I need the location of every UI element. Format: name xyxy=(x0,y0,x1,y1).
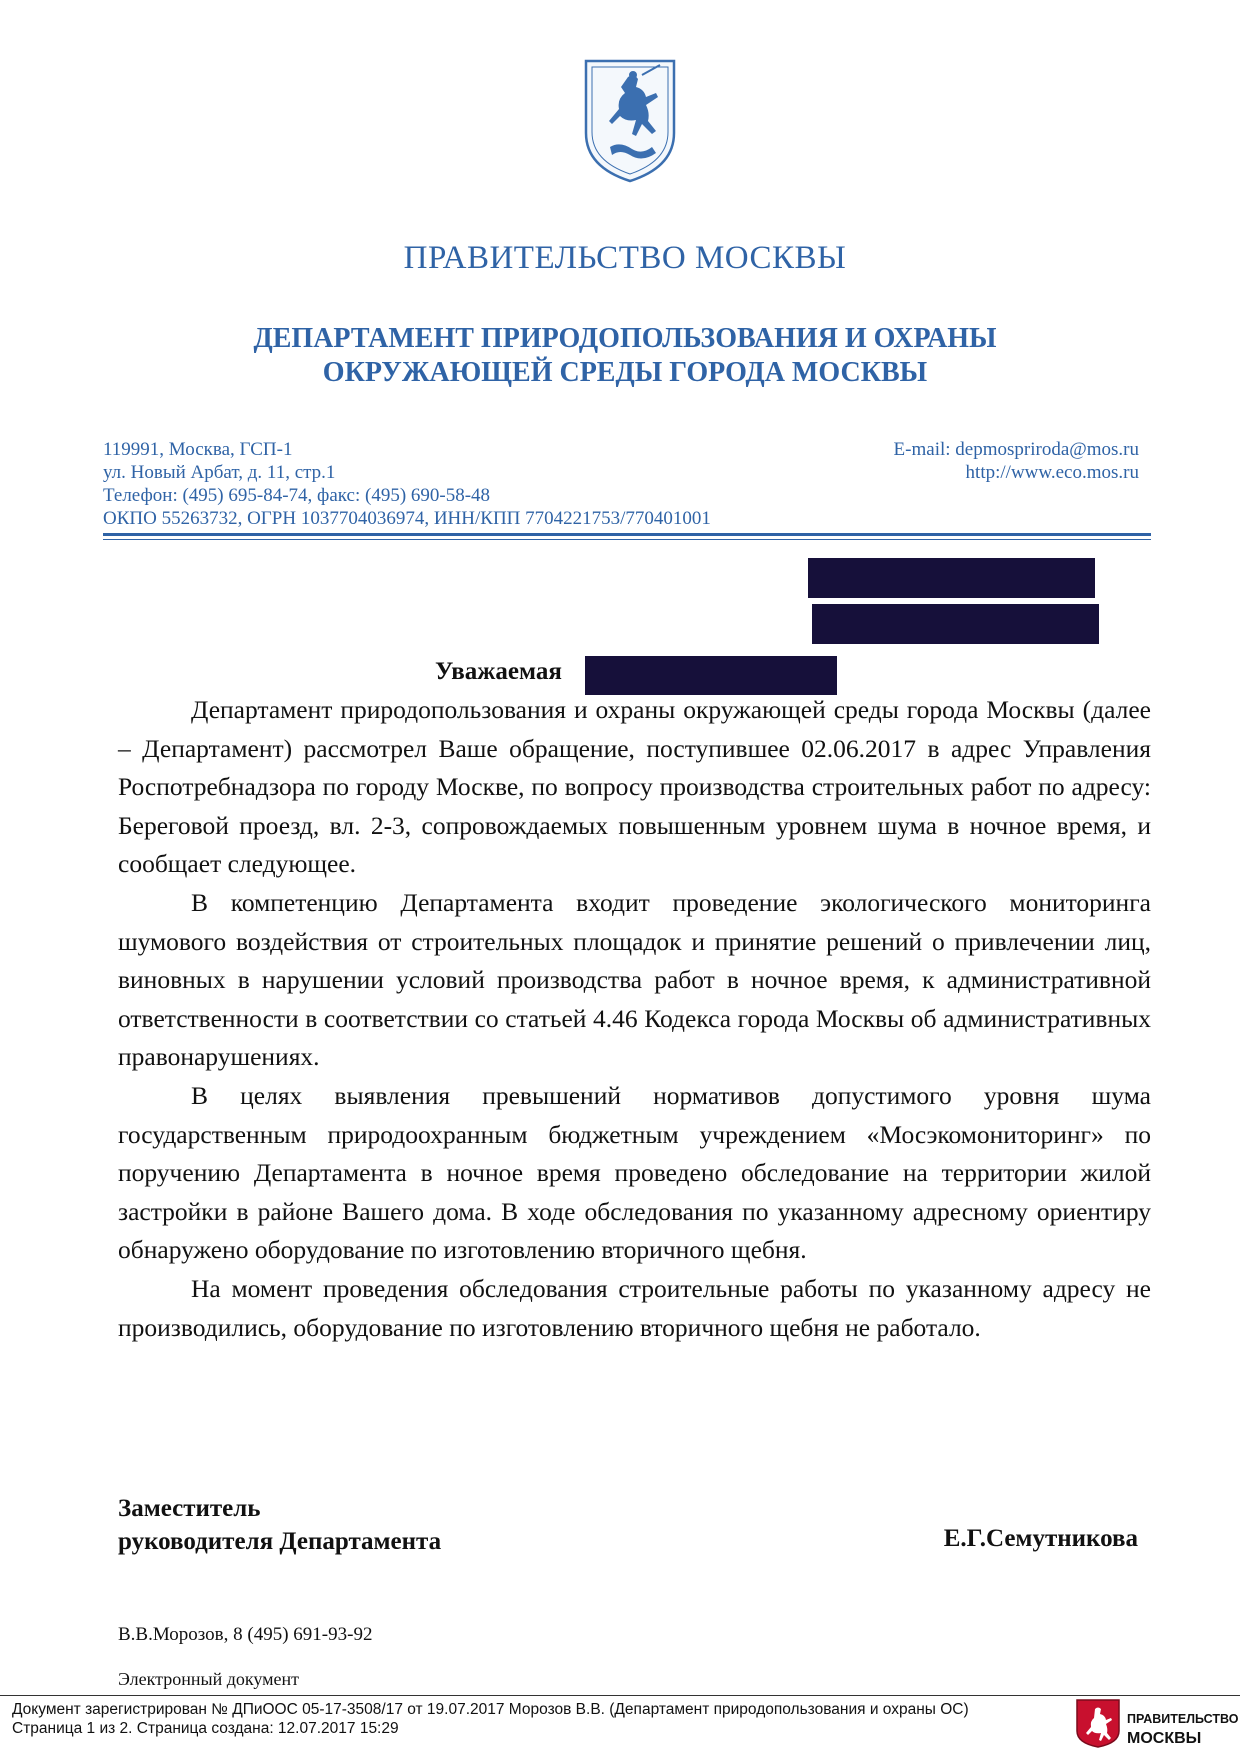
signatory-name: Е.Г.Семутникова xyxy=(943,1525,1138,1552)
redacted-recipient-name xyxy=(585,656,837,695)
brand-line-1: ПРАВИТЕЛЬСТВО xyxy=(1127,1712,1239,1726)
body-paragraph: В целях выявления превышений нормативов допустимого уровня шума государственным природоохранным бюджетным учреждением «Мосэкомониторинг» по поручению Департамента в ночное время проведено обследование на территории жилой застройки в районе Вашего дома. В ходе обследования по указанному адресному ориентиру обнаружено оборудование по изготовлению вторичного щебня. xyxy=(118,1080,1151,1265)
electronic-document-label: Электронный документ xyxy=(118,1669,299,1689)
department-title-line-1: ДЕПАРТАМЕНТ ПРИРОДОПОЛЬЗОВАНИЯ И ОХРАНЫ xyxy=(253,323,997,354)
header-divider-thick xyxy=(103,533,1151,536)
header-divider-thin xyxy=(103,539,1151,540)
body-paragraph: В компетенцию Департамента входит проведение экологического мониторинга шумового воздействия от строительных площадок и принятие решений о привлечении лиц, виновных в нарушении условий производства работ в ночное время, к административной ответственности в соответствии со статьей 4.46 Кодекса города Москвы об административных правонарушениях. xyxy=(118,887,1151,1072)
footer-divider xyxy=(0,1695,1240,1696)
website-link[interactable]: http://www.eco.mos.ru xyxy=(965,462,1139,483)
moscow-coat-of-arms-icon xyxy=(580,55,680,185)
department-title-line-2: ОКРУЖАЮЩЕЙ СРЕДЫ ГОРОДА МОСКВЫ xyxy=(322,357,928,388)
contact-block xyxy=(894,438,1139,484)
address-line: 119991, Москва, ГСП-1 xyxy=(103,439,293,460)
address-block xyxy=(103,438,711,530)
email-line[interactable]: E-mail: depmospriroda@mos.ru xyxy=(893,439,1139,460)
government-title: ПРАВИТЕЛЬСТВО МОСКВЫ xyxy=(403,240,847,276)
body-paragraph: На момент проведения обследования строительные работы по указанному адресу не производились, оборудование по изготовлению вторичного щебня не работало. xyxy=(118,1273,1151,1342)
address-line: ул. Новый Арбат, д. 11, стр.1 xyxy=(103,462,336,483)
brand-line-2: МОСКВЫ xyxy=(1127,1730,1202,1747)
signatory-title-line: руководителя Департамента xyxy=(118,1528,442,1555)
moscow-government-logo-icon xyxy=(1073,1697,1123,1749)
salutation: Уважаемая xyxy=(435,658,562,685)
body-paragraph: Департамент природопользования и охраны окружающей среды города Москвы (далее – Департамент) рассмотрел Ваше обращение, поступившее 02.06.2017 в адрес Управления Роспотребнадзора по городу Москве, по вопросу производства строительных работ по адресу: Береговой проезд, вл. 2-3, сопровождаемых повышенным уровнем шума в ночное время, и сообщает следующее. xyxy=(118,695,1151,879)
signatory-title xyxy=(118,1492,441,1558)
registration-line: Документ зарегистрирован № ДПиООС 05-17-3508/17 от 19.07.2017 Морозов В.В. (Департамент природопользования и охраны ОС) xyxy=(12,1701,969,1718)
registry-codes-line: ОКПО 55263732, ОГРН 1037704036974, ИНН/КПП 7704221753/770401001 xyxy=(103,508,711,529)
executor-contact: В.В.Морозов, 8 (495) 691-93-92 xyxy=(118,1624,373,1645)
phone-line: Телефон: (495) 695-84-74, факс: (495) 690-58-48 xyxy=(103,485,491,506)
redacted-recipient-line-2 xyxy=(812,604,1099,644)
page-info-line: Страница 1 из 2. Страница создана: 12.07.2017 15:29 xyxy=(12,1720,399,1737)
signatory-title-line: Заместитель xyxy=(118,1495,261,1522)
letter-body xyxy=(118,691,1151,1347)
redacted-recipient-line-1 xyxy=(808,558,1095,598)
registration-footer xyxy=(12,1700,969,1738)
government-brand xyxy=(1127,1710,1238,1748)
